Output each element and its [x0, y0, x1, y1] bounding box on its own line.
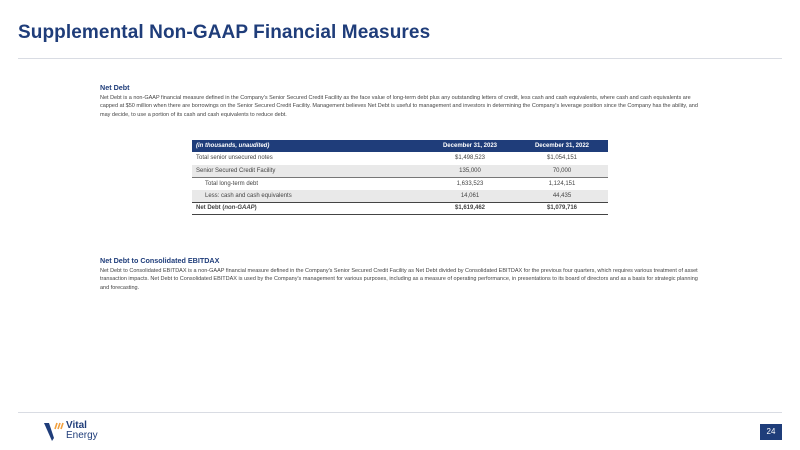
total-label-suffix: ): [254, 205, 257, 212]
logo-line-1: Vital: [66, 420, 87, 431]
row-value-2022: 44,435: [516, 190, 608, 203]
table-header-2023: December 31, 2023: [424, 140, 516, 152]
row-value-2023: 1,633,523: [424, 177, 516, 190]
row-label: Total senior unsecured notes: [196, 155, 273, 162]
total-value-2022: $1,079,716: [516, 202, 608, 215]
row-value-2023: 14,061: [424, 190, 516, 203]
footer-divider: [18, 412, 782, 413]
total-label-italic: non-GAAP: [224, 205, 255, 212]
table-row: [192, 177, 608, 190]
table-header-2022: December 31, 2022: [516, 140, 608, 152]
row-value-2023: $1,498,523: [454, 155, 486, 162]
net-debt-section: [100, 83, 705, 119]
table-row: [192, 190, 608, 203]
ebitdax-section: [100, 256, 705, 292]
title-divider: [18, 58, 782, 59]
row-label: Senior Secured Credit Facility: [192, 165, 424, 178]
vital-energy-mark-icon: [44, 420, 66, 442]
net-debt-table: [192, 140, 608, 215]
table-header-row: [192, 140, 608, 152]
ebitdax-description: Net Debt to Consolidated EBITDAX is a non-GAAP financial measure defined in the Company's Senior Secured Credit Facility as Net Debt divided by Consolidated EBITDAX for the previous four quarters, which requires various treatment of asset transaction impacts. Net Debt to Consolidated EBITDAX is used by the Company's management for various purposes, including as a measure of operating performance, in presentations to its board of directors and as a basis for strategic planning and forecasting.: [100, 268, 698, 291]
table-row: [192, 152, 608, 165]
total-label: [192, 202, 424, 215]
table-total-row: [192, 202, 608, 215]
net-debt-heading: Net Debt: [100, 83, 130, 92]
row-value-2023: 135,000: [424, 165, 516, 178]
row-label: Total long-term debt: [192, 177, 424, 190]
row-value-2022: 1,124,151: [516, 177, 608, 190]
page-title: Supplemental Non-GAAP Financial Measures: [18, 22, 431, 43]
net-debt-description: Net Debt is a non-GAAP financial measure defined in the Company's Senior Secured Credit Facility as the face value of long-term debt plus any outstanding letters of credit, less cash and cash equivalents, where cash and cash equivalents are capped at $50 million when there are borrowings on the Senior Secured Credit Facility. Management believes Net Debt is useful to management and investors in determining the Company's leverage position since the Company has the ability, and may decide, to use a portion of its cash and cash equivalents to reduce debt.: [100, 95, 698, 118]
page-number: 24: [760, 424, 782, 440]
total-value-2023: $1,619,462: [424, 202, 516, 215]
table-row: [192, 165, 608, 178]
row-label: Less: cash and cash equivalents: [192, 190, 424, 203]
row-value-2022: $1,054,151: [546, 155, 578, 162]
company-logo: [44, 420, 124, 444]
total-label-prefix: Net Debt (: [196, 205, 225, 212]
table-header-label: (in thousands, unaudited): [192, 140, 424, 152]
row-value-2022: 70,000: [516, 165, 608, 178]
logo-line-2: Energy: [66, 430, 98, 441]
ebitdax-heading: Net Debt to Consolidated EBITDAX: [100, 256, 220, 265]
